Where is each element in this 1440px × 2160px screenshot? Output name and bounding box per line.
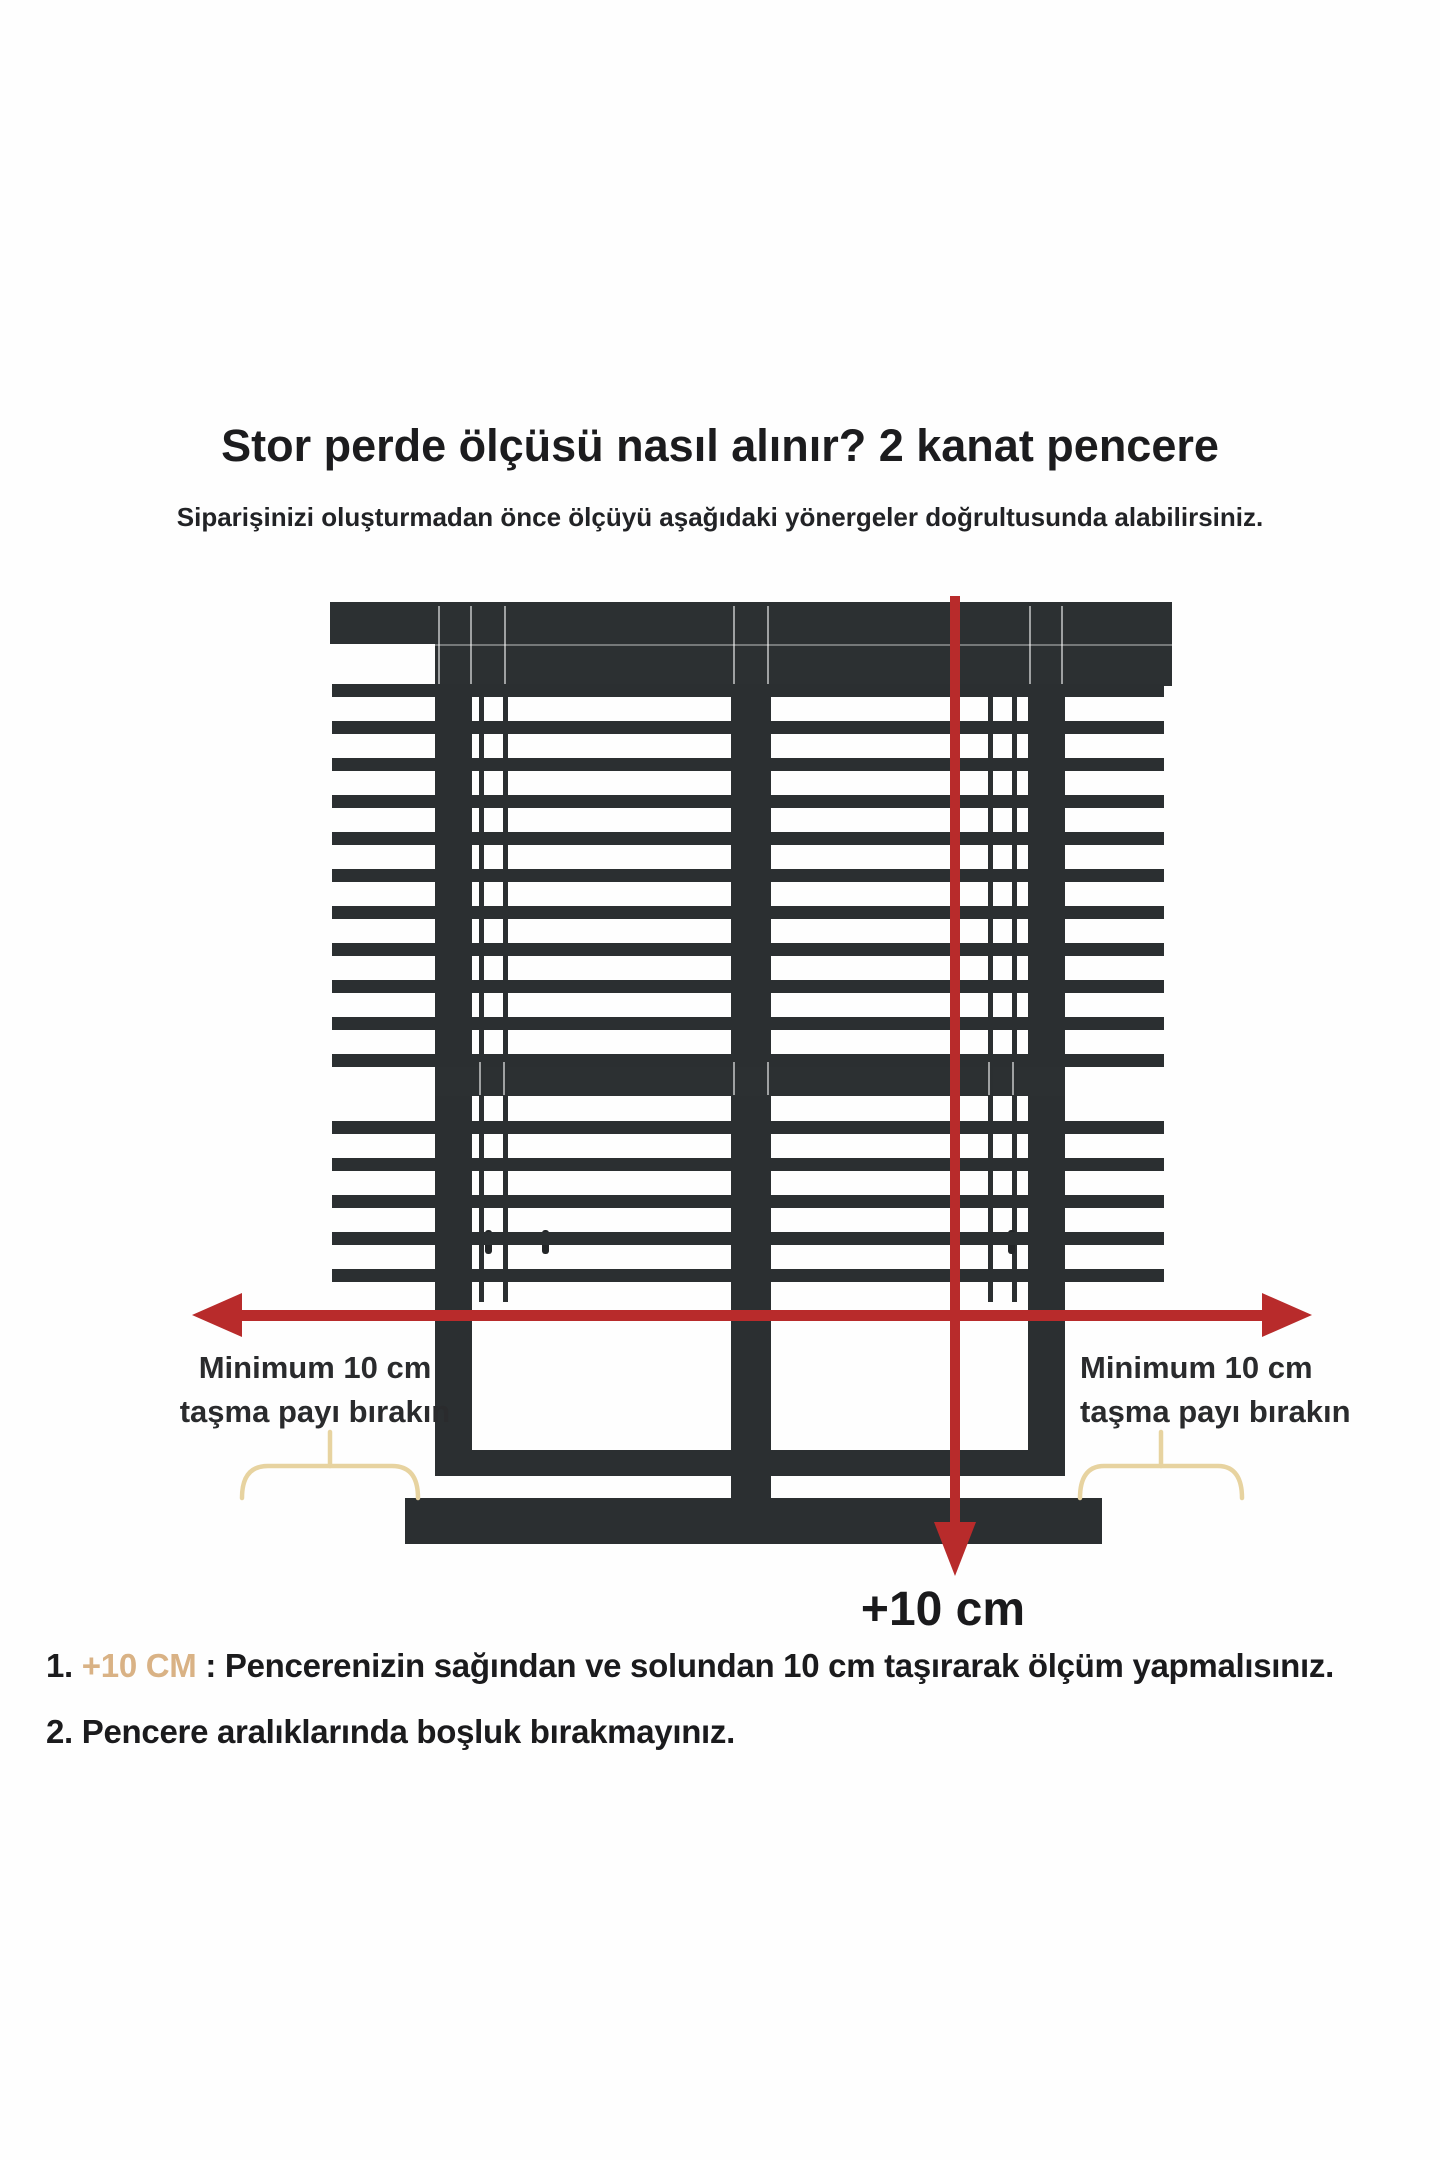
right-overhang-line1: Minimum 10 cm <box>1080 1350 1313 1385</box>
left-overhang-label <box>150 1346 480 1434</box>
frame-edge-line <box>503 1062 505 1095</box>
note-2-text: Pencere aralıklarında boşluk bırakmayınız. <box>81 1713 735 1750</box>
frame-edge-line <box>988 1062 990 1095</box>
blind-slats-lower <box>332 1121 1164 1282</box>
note-2-number: 2. <box>46 1713 73 1750</box>
left-overhang-line1: Minimum 10 cm <box>198 1350 432 1385</box>
measure-brace-left-icon <box>238 1428 422 1502</box>
arrow-left-head-icon <box>192 1293 242 1337</box>
blind-headrail <box>330 602 1172 644</box>
window-bottom-rail <box>435 1450 1065 1476</box>
left-overhang-line2: taşma payı bırakın <box>179 1394 451 1429</box>
frame-edge-line <box>1012 1062 1014 1095</box>
note-1 <box>46 1640 1426 1692</box>
arrow-down-head-icon <box>934 1522 976 1576</box>
note-1-accent: +10 CM <box>81 1647 197 1684</box>
plus-10cm-label: +10 cm <box>860 1583 1026 1636</box>
frame-edge-line <box>767 606 769 684</box>
frame-edge-line <box>1029 606 1031 684</box>
frame-edge-line <box>767 1062 769 1095</box>
frame-edge-line <box>733 606 735 684</box>
frame-edge-line <box>733 1062 735 1095</box>
arrow-right-head-icon <box>1262 1293 1312 1337</box>
right-overhang-line2: taşma payı bırakın <box>1080 1394 1351 1429</box>
height-measure-arrow <box>950 596 960 1522</box>
frame-edge-line <box>1061 606 1063 684</box>
window-sill <box>405 1498 1102 1544</box>
frame-edge-line <box>470 606 472 684</box>
page-subtitle: Siparişinizi oluşturmadan önce ölçüyü aşağıdaki yönergeler doğrultusunda alabilirsiniz. <box>176 502 1264 532</box>
blind-slats-upper <box>332 684 1164 1067</box>
instruction-notes <box>46 1640 1426 1772</box>
right-overhang-label <box>1080 1346 1420 1434</box>
note-1-text: : Pencerenizin sağından ve solundan 10 cm taşırarak ölçüm yapmalısınız. <box>205 1647 1334 1684</box>
width-measure-arrow <box>236 1310 1264 1321</box>
measure-brace-right-icon <box>1076 1428 1246 1502</box>
frame-edge-line <box>504 606 506 684</box>
page-title: Stor perde ölçüsü nasıl alınır? 2 kanat pencere <box>221 420 1219 471</box>
note-2 <box>46 1706 1426 1758</box>
frame-edge-line <box>479 1062 481 1095</box>
note-1-number: 1. <box>46 1647 73 1684</box>
frame-edge-line <box>438 606 440 684</box>
